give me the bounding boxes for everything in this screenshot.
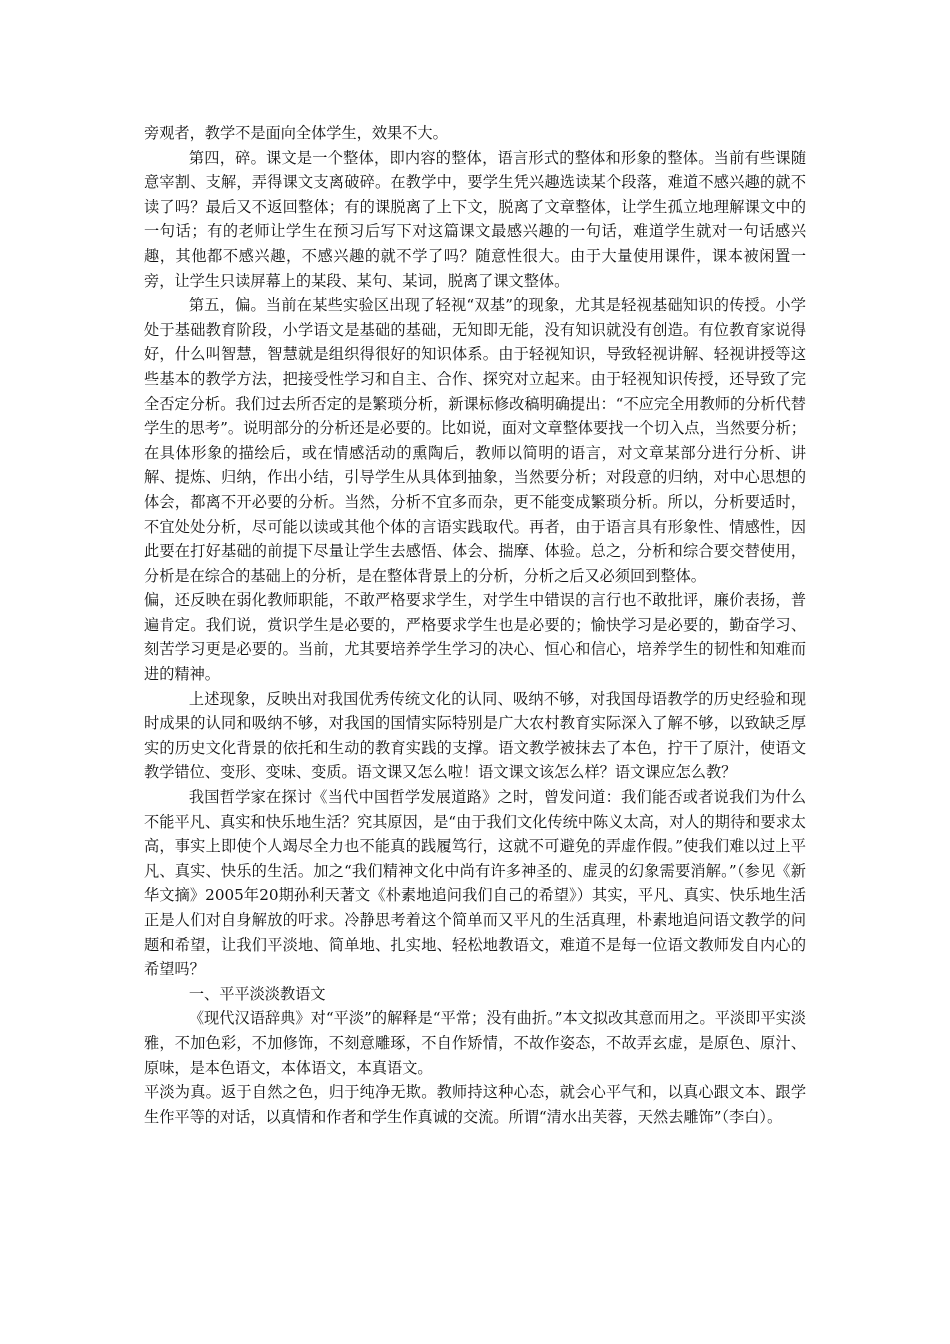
section-heading: 一、平平淡淡教语文 xyxy=(188,984,326,1003)
paragraph-fourth-fragmented: 第四，碎。课文是一个整体，即内容的整体，语言形式的整体和形象的整体。当前有些课随意宰割、支解，弄得课文支离破碎。在教学中，要学生凭兴趣选读某个段落，难道不感兴趣的就不读了吗？最后又不返回整体；有的课脱离了上下文，脱离了文章整体，让学生孤立地理解课文中的一句话；有的老师让学生在预习后写下对这篇课文最感兴趣的一句话，难道学生就对一句话感兴趣，其他都不感兴趣，不感兴趣的就不学了吗？随意性很大。由于大量使用课件，课本被闲置一旁，让学生只读屏幕上的某段、某句、某词，脱离了课文整体。 xyxy=(144,148,806,290)
paragraph-fifth-biased: 第五，偏。当前在某些实验区出现了轻视“双基”的现象，尤其是轻视基础知识的传授。小学处于基础教育阶段，小学语文是基础的基础，无知即无能，没有知识就没有创造。有位教育家说得好，什么叫智慧，智慧就是组织得很好的知识体系。由于轻视知识，导致轻视讲解、轻视讲授等这些基本的教学方法，把接受性学习和自主、合作、探究对立起来。由于轻视知识传授，还导致了完全否定分析。我们过去所否定的是繁琐分析，新课标修改稿明确提出：“不应完全用教师的分析代替学生的思考”。说明部分的分析还是必要的。比如说，面对文章整体要找一个切入点，当然要分析；在具体形象的描绘后，或在情感活动的熏陶后，教师以简明的语言，对文章某部分进行分析、讲解、提炼、归纳，作出小结，引导学生从具体到抽象，当然要分析；对段意的归纳，对中心思想的体会，都离不开必要的分析。当然，分析不宜多而杂，更不能变成繁琐分析。所以，分析要适时，不宜处处分析，尽可能以读或其他个体的言语实践取代。再者，由于语言具有形象性、情感性，因此要在打好基础的前提下尽量让学生去感悟、体会、揣摩、体验。总之，分析和综合要交替使用，分析是在综合的基础上的分析，是在整体背景上的分析，分析之后又必须回到整体。 xyxy=(144,296,806,585)
paragraph-plainness-truth: 平淡为真。返于自然之色，归于纯净无欺。教师持这种心态，就会心平气和，以真心跟文本、跟学生作平等的对话，以真情和作者和学生作真诚的交流。所谓“清水出芙蓉，天然去雕饰”（李白）。 xyxy=(144,1083,806,1126)
paragraph-continuation: 旁观者，教学不是面向全体学生，效果不大。 xyxy=(144,124,448,142)
paragraph-philosopher-question: 我国哲学家在探讨《当代中国哲学发展道路》之时，曾发问道：我们能否或者说我们为什么不能平凡、真实和快乐地生活？究其原因，是“由于我们文化传统中陈义太高，对人的期待和要求太高，事实上即使个人竭尽全力也不能真的践履笃行，这就不可避免的弄虚作假。”使我们难以过上平凡、真实、快乐的生活。加之“我们精神文化中尚有许多神圣的、虚灵的幻象需要消解。”（参见《新华文摘》2005年20期孙利天著文《朴素地追问我们自己的希望》）其实，平凡、真实、快乐地生活正是人们对自身解放的吁求。冷静思考着这个简单而又平凡的生活真理，朴素地追问语文教学的问题和希望，让我们平淡地、简单地、扎实地、轻松地教语文，难道不是每一位语文教师发自内心的希望吗？ xyxy=(144,788,806,979)
paragraph-definition: 《现代汉语辞典》对“平淡”的解释是“平常；没有曲折。”本文拟改其意而用之。平淡即平实淡雅，不加色彩，不加修饰，不刻意雕琢，不自作矫情，不故作姿态，不故弄玄虚，是原色、原汁、原味，是本色语文，本体语文，本真语文。 xyxy=(144,1009,806,1077)
paragraph-bias-teacher-role: 偏，还反映在弱化教师职能，不敢严格要求学生，对学生中错误的言行也不敢批评，廉价表扬，普遍肯定。我们说，赏识学生是必要的，严格要求学生也是必要的；愉快学习是必要的，勤奋学习、刻苦学习更是必要的。当前，尤其要培养学生学习的决心、恒心和信心，培养学生的韧性和知难而进的精神。 xyxy=(144,591,806,684)
paragraph-phenomena-summary: 上述现象，反映出对我国优秀传统文化的认同、吸纳不够，对我国母语教学的历史经验和现时成果的认同和吸纳不够，对我国的国情实际特别是广大农村教育实际深入了解不够，以致缺乏厚实的历史文化背景的依托和生动的教育实践的支撑。语文教学被抹去了本色，拧干了原汁，使语文教学错位、变形、变味、变质。语文课又怎么啦！语文课文该怎么样？语文课应怎么教？ xyxy=(144,689,806,782)
document-page xyxy=(144,121,806,1129)
